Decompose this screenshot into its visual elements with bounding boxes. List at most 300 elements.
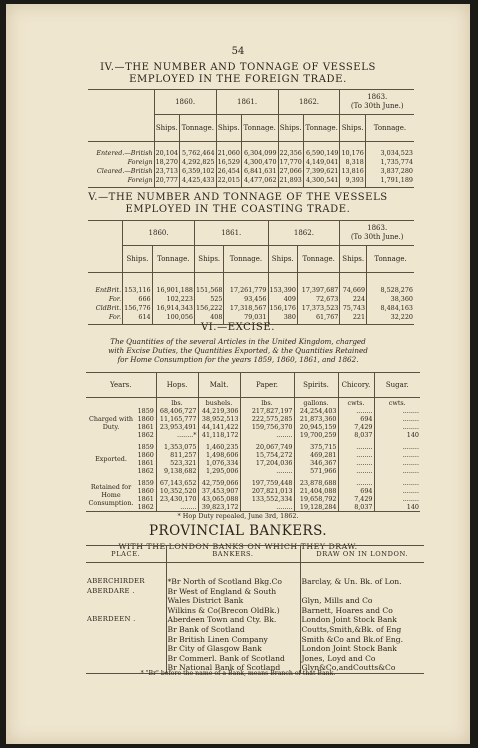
- coasting-tonnage-header: Tonnage.: [297, 246, 339, 273]
- bankers-row: [86, 654, 424, 664]
- foreign-row-label: [88, 166, 154, 175]
- bankers-subtitle: WITH THE LONDON BANKS ON WHICH THEY DRAW.: [118, 542, 358, 551]
- bankers-table: [86, 545, 424, 674]
- excise-cell: 217,827,197: [240, 407, 294, 415]
- bank-london-agent: Barnett, Hoares and Co: [300, 606, 424, 616]
- excise-cell: 41,118,172: [198, 431, 240, 439]
- excise-cell: ........: [374, 479, 420, 487]
- foreign-year-row: [88, 90, 414, 115]
- excise-cell: 1,076,334: [198, 459, 240, 467]
- excise-group-label: [86, 443, 136, 475]
- book-page: [6, 4, 470, 744]
- excise-year: 1859: [137, 479, 154, 487]
- foreign-cell: 8,318: [340, 157, 365, 166]
- bankers-header-1: BANKERS.: [166, 546, 300, 563]
- excise-year: 1860: [137, 415, 154, 423]
- coasting-ships-header: Ships.: [123, 246, 152, 273]
- bankers-footnote: * "Br" before the name of a Bank, means Branch of that Bank.: [140, 670, 336, 677]
- excise-cell: 159,756,370: [240, 423, 294, 431]
- excise-cell: 811,257: [156, 451, 198, 459]
- foreign-cell: 18,270: [155, 157, 178, 166]
- excise-row: [86, 495, 420, 503]
- foreign-title-1: IV.—THE NUMBER AND TONNAGE OF VESSELS: [100, 62, 376, 73]
- excise-cell: 15,754,272: [240, 451, 294, 459]
- foreign-corner: [88, 90, 154, 115]
- coasting-cell: 75,743: [340, 303, 367, 312]
- excise-cell: ........: [374, 487, 420, 495]
- excise-cell: 346,367: [294, 459, 338, 467]
- foreign-end-cell: [216, 184, 241, 188]
- bank-name: Br Commerl. Bank of Scotland: [166, 654, 300, 664]
- foreign-end-cell: [278, 184, 303, 188]
- coasting-cell: 16,914,343: [152, 303, 194, 312]
- bank-london-agent: London Joint Stock Bank: [300, 615, 424, 625]
- foreign-cell: 9,393: [340, 175, 365, 184]
- coasting-row: [88, 312, 414, 321]
- coasting-row-flag: Brit.: [106, 285, 122, 294]
- coasting-row-label: [88, 303, 123, 312]
- bankers-row: [86, 644, 424, 654]
- excise-unit: gallons.: [294, 398, 338, 408]
- foreign-year-3: [340, 90, 414, 115]
- bank-name: Br Bank of Scotland: [166, 625, 300, 635]
- excise-cell: 11,165,777: [156, 415, 198, 423]
- foreign-row-sep: —: [124, 148, 131, 157]
- foreign-cell: 16,529: [217, 157, 240, 166]
- foreign-year-note: (To 30th June.): [350, 102, 404, 110]
- bankers-row: [86, 596, 424, 606]
- excise-cell: ........: [338, 451, 374, 459]
- excise-cell: 1,353,075: [156, 443, 198, 451]
- bank-place: [86, 644, 166, 654]
- coasting-tonnage-header: Tonnage.: [224, 246, 268, 273]
- bank-name: Br City of Glasgow Bank: [166, 644, 300, 654]
- bankers-title: PROVINCIAL BANKERS.: [149, 523, 327, 539]
- bank-name: Wilkins & Co(Brecon OldBk.): [166, 606, 300, 616]
- excise-cell: ........: [374, 467, 420, 475]
- excise-cell: 133,552,334: [240, 495, 294, 503]
- coasting-cell: 38,360: [367, 294, 414, 303]
- excise-units-blank: [86, 398, 156, 408]
- foreign-end-cell: [154, 184, 179, 188]
- bankers-spacer: [86, 563, 424, 578]
- coasting-cell: 151,568: [196, 285, 223, 294]
- bank-london-agent: Jones, Loyd and Co: [300, 654, 424, 664]
- excise-row: [86, 423, 420, 431]
- excise-header-5: Chicory.: [338, 373, 374, 398]
- excise-cell: 197,759,448: [240, 479, 294, 487]
- foreign-end-cell: [179, 184, 216, 188]
- foreign-year-1: 1861.: [216, 90, 278, 115]
- coasting-spacer-cell: [195, 273, 224, 286]
- foreign-cell: 23,713: [155, 166, 178, 175]
- excise-cell: 20,067,749: [240, 443, 294, 451]
- bank-place: ABERDEEN .: [87, 615, 136, 624]
- excise-cell: 17,204,036: [240, 459, 294, 467]
- excise-cell: ........: [374, 443, 420, 451]
- excise-row: [86, 479, 420, 487]
- excise-cell: ........: [374, 415, 420, 423]
- coasting-trade-table: [88, 220, 414, 325]
- excise-group-label: [86, 479, 136, 512]
- foreign-row-label: [88, 148, 154, 157]
- foreign-corner-2: [88, 115, 154, 142]
- foreign-tonnage-header: Tonnage.: [179, 115, 216, 142]
- coasting-corner-2: [88, 246, 123, 273]
- coasting-row-label: [88, 312, 123, 321]
- bankers-row: [86, 587, 424, 597]
- excise-unit: cwts.: [338, 398, 374, 408]
- bank-london-agent: Glyn&Co,andCoutts&Co: [300, 663, 424, 673]
- coasting-cell: 666: [123, 294, 152, 303]
- bankers-header-0: PLACE.: [86, 546, 166, 563]
- excise-cell: ........: [374, 459, 420, 467]
- foreign-row-label: [88, 157, 154, 166]
- excise-group-label: [86, 407, 136, 439]
- excise-description-3: for Home Consumption for the years 1859, 1860, 1861, and 1862.: [117, 355, 359, 364]
- excise-group-label-1: Exported.: [95, 455, 127, 463]
- excise-group-label-1: Charged with: [88, 415, 134, 423]
- coasting-cell: 8,528,276: [367, 285, 414, 294]
- coasting-corner: [88, 221, 123, 246]
- foreign-cell: 17,770: [279, 157, 302, 166]
- excise-description-2: with Excise Duties, the Quantities Exported, & the Quantities Retained: [108, 346, 368, 355]
- coasting-spacer-cell: [268, 273, 297, 286]
- excise-header-1: Hops.: [156, 373, 198, 398]
- excise-header-2: Malt.: [198, 373, 240, 398]
- excise-group-label-2: Duty.: [102, 423, 120, 431]
- coasting-spacer-cell: [88, 273, 123, 286]
- coasting-year-label: 1863.: [367, 224, 388, 232]
- excise-cell: 571,966: [294, 467, 338, 475]
- coasting-cell: 408: [195, 312, 224, 321]
- foreign-cell: 4,300,470: [241, 157, 278, 166]
- excise-cell: 694: [338, 415, 374, 423]
- excise-year: 1862: [137, 503, 154, 511]
- foreign-row-flag: British: [130, 166, 153, 175]
- excise-cell: 222,575,285: [240, 415, 294, 423]
- foreign-cell: 1,791,189: [365, 175, 414, 184]
- excise-row: [86, 467, 420, 475]
- foreign-row: [88, 175, 414, 184]
- coasting-row-label: [88, 285, 123, 294]
- foreign-cell: 10,176: [341, 148, 364, 157]
- excise-cell: 19,700,259: [294, 431, 338, 439]
- excise-row: [86, 415, 420, 423]
- coasting-title-1: V.—THE NUMBER AND TONNAGE OF THE VESSELS: [88, 192, 388, 203]
- excise-cell: 20,945,159: [294, 423, 338, 431]
- foreign-ships-header: Ships.: [278, 115, 303, 142]
- coasting-cell: 102,223: [152, 294, 194, 303]
- foreign-end-cell: [241, 184, 278, 188]
- foreign-cell: 26,454: [217, 166, 240, 175]
- bank-london-agent: Coutts,Smith,&Bk. of Eng: [300, 625, 424, 635]
- bank-london-agent: Smith &Co and Bk.of Eng.: [300, 635, 424, 645]
- foreign-end-cell: [340, 184, 365, 188]
- foreign-cell: 6,590,149: [303, 148, 340, 157]
- excise-header-row: [86, 373, 420, 398]
- bank-place: [86, 654, 166, 664]
- coasting-cell: 156,176: [269, 303, 296, 312]
- excise-cell: 19,128,284: [294, 503, 338, 512]
- foreign-cell: 4,300,541: [303, 175, 340, 184]
- excise-header-4: Spirits.: [294, 373, 338, 398]
- bank-london-agent: London Joint Stock Bank: [300, 644, 424, 654]
- excise-group-label-1: Retained for: [90, 483, 132, 491]
- excise-cell: ........: [338, 407, 374, 415]
- excise-cell: ........: [338, 467, 374, 475]
- page-number: 54: [231, 46, 245, 57]
- excise-cell: ........: [156, 503, 198, 512]
- foreign-cell: 20,777: [155, 175, 178, 184]
- bank-place: [86, 625, 166, 635]
- excise-footnote: * Hop Duty repealed, June 3rd, 1862.: [177, 512, 299, 520]
- coasting-spacer: [88, 273, 414, 286]
- foreign-cell: 6,304,099: [241, 148, 278, 157]
- foreign-subheader-row: [88, 115, 414, 142]
- coasting-cell: 156,776: [124, 303, 151, 312]
- excise-group-label-2: Home: [101, 491, 121, 499]
- excise-cell: ........: [374, 407, 420, 415]
- excise-year: 1862: [137, 431, 154, 439]
- excise-cell: ........: [240, 431, 294, 439]
- excise-cell: 23,878,688: [294, 479, 338, 487]
- coasting-cell: 32,220: [367, 312, 414, 321]
- excise-cell: 1,460,235: [198, 443, 240, 451]
- excise-year: 1860: [137, 451, 154, 459]
- excise-cell: 469,281: [294, 451, 338, 459]
- excise-cell: ........: [240, 467, 294, 475]
- excise-title: VI.—EXCISE.: [200, 322, 276, 333]
- bankers-spacer-cell: [166, 563, 300, 578]
- foreign-tonnage-header: Tonnage.: [241, 115, 278, 142]
- foreign-cell: 21,893: [279, 175, 302, 184]
- foreign-cell: 4,425,433: [179, 175, 216, 184]
- bank-name: Aberdeen Town and Cty. Bk.: [166, 615, 300, 625]
- coasting-year-3: [340, 221, 414, 246]
- coasting-cell: 61,767: [297, 312, 339, 321]
- bankers-row: [86, 635, 424, 645]
- bankers-row: [86, 606, 424, 616]
- foreign-cell: 5,762,464: [179, 148, 216, 157]
- coasting-title-2: EMPLOYED IN THE COASTING TRADE.: [125, 204, 351, 215]
- coasting-year-1: 1861.: [195, 221, 269, 246]
- bank-name: Br West of England & South: [166, 587, 300, 597]
- excise-group-label-3: Consumption.: [88, 499, 134, 507]
- foreign-cell: 21,060: [217, 148, 240, 157]
- bank-name: *Br North of Scotland Bkg.Co: [166, 577, 300, 587]
- excise-year: 1862: [137, 467, 154, 475]
- bankers-spacer-cell: [300, 563, 424, 578]
- coasting-year-row: [88, 221, 414, 246]
- excise-cell: ........: [338, 443, 374, 451]
- excise-cell: 39,823,172: [198, 503, 240, 512]
- excise-units-row: [86, 398, 420, 408]
- bank-name: Br British Linen Company: [166, 635, 300, 645]
- coasting-cell: 17,373,523: [297, 303, 339, 312]
- excise-year: 1861: [137, 495, 154, 503]
- foreign-end-cell: [88, 184, 154, 188]
- foreign-row: [88, 148, 414, 157]
- bank-london-agent: [300, 587, 424, 597]
- excise-cell: 43,065,088: [198, 495, 240, 503]
- foreign-trade-table: [88, 89, 414, 188]
- coasting-cell: 17,397,687: [297, 285, 339, 294]
- coasting-cell: 93,456: [224, 294, 268, 303]
- excise-cell: 21,873,360: [294, 415, 338, 423]
- foreign-row-kind: Entered.: [96, 148, 125, 157]
- foreign-cell: 4,292,825: [179, 157, 216, 166]
- excise-year: 1859: [137, 407, 154, 415]
- coasting-cell: 153,390: [269, 285, 296, 294]
- bankers-header-row: [86, 546, 424, 563]
- foreign-cell: 3,837,280: [365, 166, 414, 175]
- excise-cell: 207,821,013: [240, 487, 294, 495]
- foreign-cell: 13,816: [341, 166, 364, 175]
- excise-header-0: Years.: [86, 373, 156, 398]
- coasting-cell: 221: [340, 312, 367, 321]
- bank-place: ABERDARE .: [87, 586, 135, 595]
- bank-london-agent: Barclay, & Un. Bk. of Lon.: [300, 577, 424, 587]
- excise-cell: 1,498,606: [198, 451, 240, 459]
- excise-cell: 1,295,006: [198, 467, 240, 475]
- coasting-spacer-cell: [340, 273, 367, 286]
- bankers-row: [86, 577, 424, 587]
- coasting-cell: 409: [268, 294, 297, 303]
- excise-year: 1860: [137, 487, 154, 495]
- excise-cell: 140: [374, 431, 420, 439]
- excise-row: [86, 503, 420, 512]
- excise-row: [86, 431, 420, 439]
- excise-row: [86, 487, 420, 495]
- excise-cell: ........: [240, 503, 294, 512]
- excise-cell: ........*: [156, 431, 198, 439]
- excise-cell: 140: [374, 503, 420, 512]
- foreign-cell: 6,359,102: [179, 166, 216, 175]
- coasting-row-flag: Brit.: [106, 303, 122, 312]
- excise-row: [86, 451, 420, 459]
- foreign-end-cell: [303, 184, 340, 188]
- coasting-tonnage-header: Tonnage.: [367, 246, 414, 273]
- excise-cell: 7,429: [338, 495, 374, 503]
- coasting-spacer-cell: [123, 273, 152, 286]
- excise-cell: 8,037: [338, 503, 374, 512]
- excise-cell: ........: [374, 423, 420, 431]
- foreign-row-sep: —: [124, 166, 131, 175]
- bank-place: [86, 635, 166, 645]
- coasting-cell: 8,484,163: [367, 303, 414, 312]
- foreign-row: [88, 157, 414, 166]
- excise-row: [86, 407, 420, 415]
- coasting-row-kind: Cld: [95, 303, 107, 312]
- coasting-cell: 614: [123, 312, 152, 321]
- foreign-cell: 27,066: [279, 166, 302, 175]
- coasting-row-flag: For.: [108, 312, 122, 321]
- coasting-tonnage-header: Tonnage.: [152, 246, 194, 273]
- coasting-ships-header: Ships.: [268, 246, 297, 273]
- foreign-row-flag: Foreign: [127, 175, 153, 184]
- excise-cell: 44,219,306: [198, 407, 240, 415]
- excise-cell: 68,406,727: [156, 407, 198, 415]
- foreign-row-label: [88, 175, 154, 184]
- foreign-end-cell: [365, 184, 414, 188]
- coasting-row-flag: For.: [108, 294, 122, 303]
- excise-header-6: Sugar.: [374, 373, 420, 398]
- coasting-year-note: (To 30th June.): [350, 233, 404, 241]
- bank-name: Wales District Bank: [166, 596, 300, 606]
- coasting-cell: 156,222: [196, 303, 223, 312]
- excise-cell: 523,321: [156, 459, 198, 467]
- coasting-subheader-row: [88, 246, 414, 273]
- foreign-row-kind: Cleared.: [96, 166, 125, 175]
- excise-cell: 21,404,088: [294, 487, 338, 495]
- foreign-ships-header: Ships.: [340, 115, 365, 142]
- foreign-cell: 6,841,631: [241, 166, 278, 175]
- foreign-year-2: 1862.: [278, 90, 340, 115]
- excise-cell: ........: [338, 479, 374, 487]
- foreign-cell: 4,477,062: [241, 175, 278, 184]
- foreign-cell: 3,034,523: [365, 148, 414, 157]
- excise-year: 1861: [137, 423, 154, 431]
- foreign-row: [88, 166, 414, 175]
- foreign-year-label: 1863.: [367, 93, 388, 101]
- coasting-spacer-cell: [297, 273, 339, 286]
- excise-cell: 19,658,792: [294, 495, 338, 503]
- excise-cell: 44,141,422: [198, 423, 240, 431]
- coasting-spacer-cell: [152, 273, 194, 286]
- coasting-cell: 100,056: [152, 312, 194, 321]
- coasting-row: [88, 285, 414, 294]
- coasting-ships-header: Ships.: [340, 246, 367, 273]
- bankers-header-2: DRAW ON IN LONDON.: [300, 546, 424, 563]
- bank-name: Br National Bank of Scotland: [166, 663, 300, 673]
- excise-unit: cwts.: [374, 398, 420, 408]
- excise-cell: 694: [338, 487, 374, 495]
- bank-place: ABERCHIRDER: [87, 577, 145, 585]
- excise-table: [86, 372, 420, 512]
- foreign-cell: 20,104: [155, 148, 178, 157]
- excise-cell: 67,143,652: [156, 479, 198, 487]
- bankers-row: [86, 625, 424, 635]
- excise-cell: ........: [338, 459, 374, 467]
- foreign-ships-header: Ships.: [154, 115, 179, 142]
- excise-unit: lbs.: [240, 398, 294, 408]
- excise-cell: 23,953,491: [156, 423, 198, 431]
- coasting-ships-header: Ships.: [195, 246, 224, 273]
- coasting-cell: 17,261,779: [224, 285, 268, 294]
- excise-year: 1859: [137, 443, 154, 451]
- excise-cell: 9,138,682: [156, 467, 198, 475]
- foreign-cell: 4,149,041: [303, 157, 340, 166]
- foreign-row-flag: Foreign: [127, 157, 153, 166]
- foreign-cell: 7,399,621: [303, 166, 340, 175]
- excise-cell: 10,352,520: [156, 487, 198, 495]
- foreign-end-row: [88, 184, 414, 188]
- excise-cell: 42,759,066: [198, 479, 240, 487]
- excise-unit: lbs.: [156, 398, 198, 408]
- coasting-cell: 16,901,188: [152, 285, 194, 294]
- excise-header-3: Paper.: [240, 373, 294, 398]
- excise-description-1: The Quantities of the several Articles in the United Kingdom, charged: [110, 337, 366, 346]
- coasting-year-2: 1862.: [268, 221, 340, 246]
- coasting-cell: 224: [340, 294, 367, 303]
- excise-cell: 8,037: [338, 431, 374, 439]
- coasting-cell: 74,669: [340, 285, 367, 294]
- excise-unit: bushels.: [198, 398, 240, 408]
- coasting-cell: 525: [195, 294, 224, 303]
- foreign-cell: 22,356: [279, 148, 302, 157]
- coasting-year-0: 1860.: [123, 221, 195, 246]
